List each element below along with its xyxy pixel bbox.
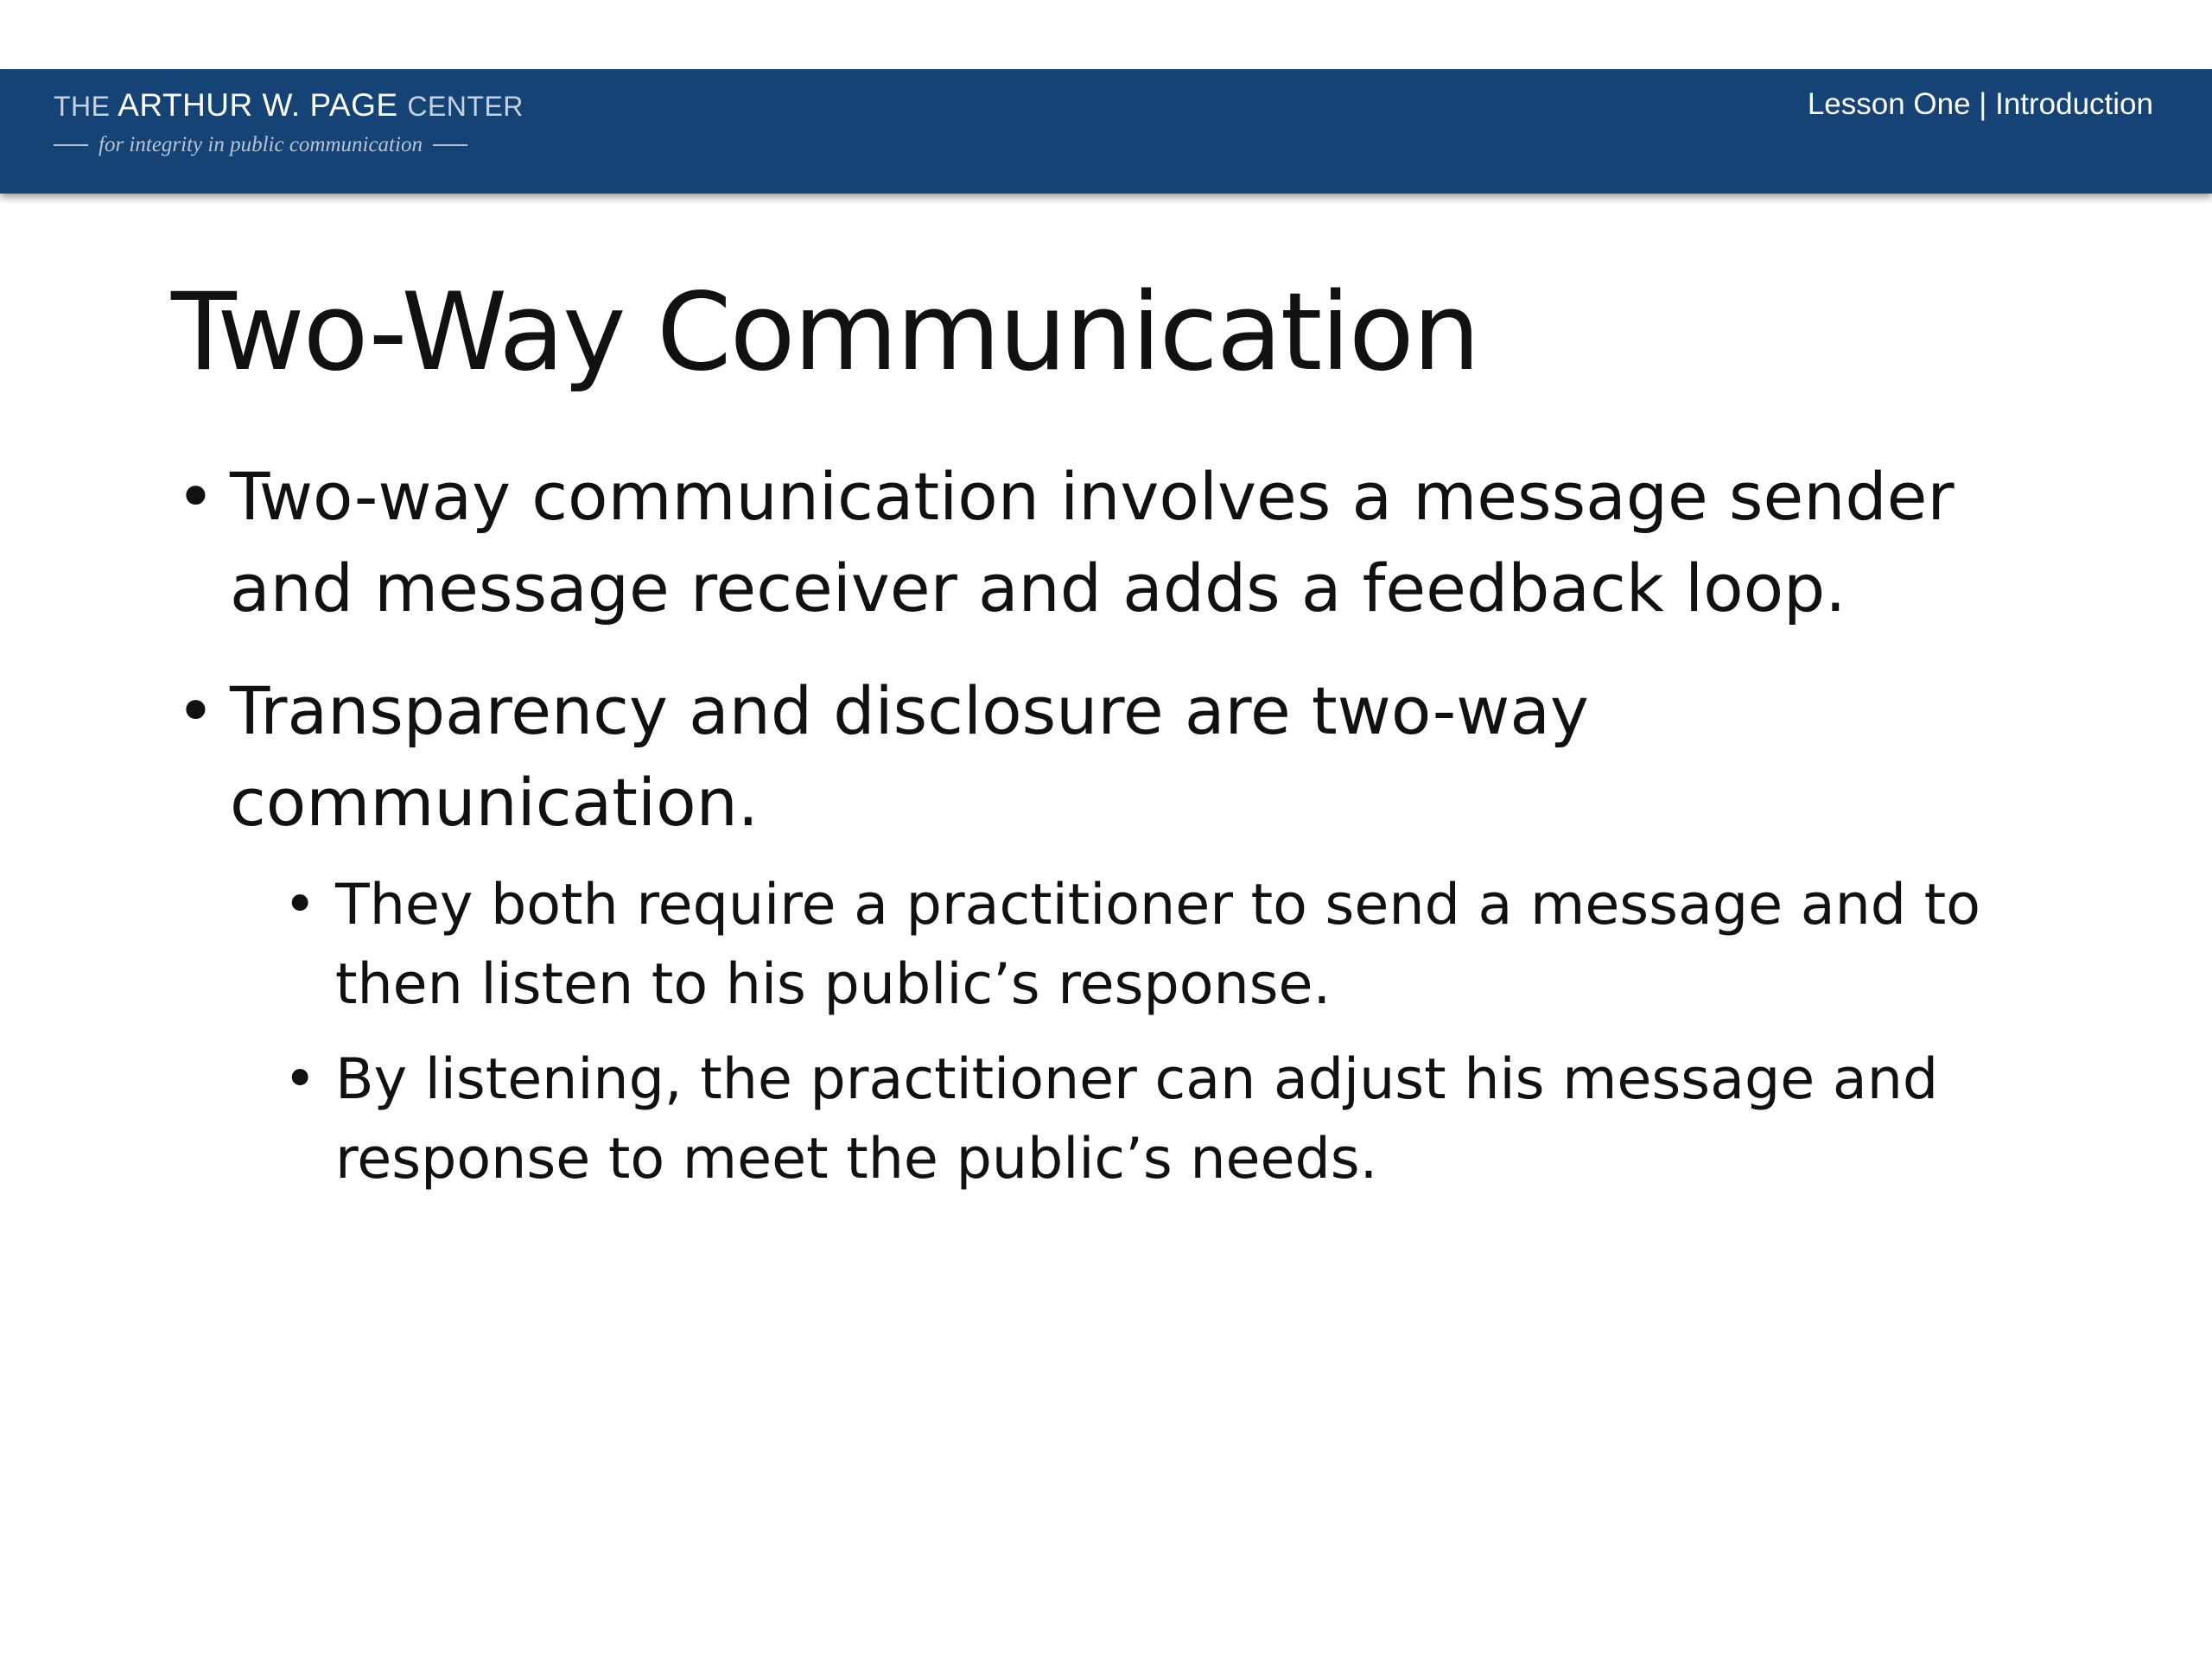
logo-the: THE (54, 91, 111, 122)
bullet-dot: • (176, 672, 215, 749)
bullet-dot: • (176, 458, 215, 535)
slide-title: Two-Way Communication (171, 270, 1479, 395)
logo-name: ARTHUR W. PAGE (118, 87, 398, 123)
bullet-text: Two-way communication involves a message sender and message receiver and adds a feedback loop. (230, 458, 1955, 626)
sub-bullet-dot: • (283, 873, 317, 938)
slide-content (171, 451, 2072, 1199)
sub-bullet-item (282, 866, 2072, 1025)
logo-rule-right (433, 144, 467, 146)
page-center-logo (54, 86, 589, 160)
sub-bullet-text: They both require a practitioner to send a message and to then listen to his public’s response. (335, 873, 1980, 1017)
bullet-text: Transparency and disclosure are two-way communication. (230, 672, 1589, 841)
bullet-item (171, 451, 2072, 634)
logo-wordmark (54, 86, 589, 125)
logo-tagline: for integrity in public communication (99, 133, 423, 156)
bullet-item (171, 665, 2072, 849)
sub-bullet-dot: • (283, 1047, 317, 1112)
logo-rule-left (54, 144, 88, 146)
top-margin (0, 0, 2212, 69)
lesson-label: Lesson One | Introduction (1807, 87, 2153, 121)
logo-tagline-row (54, 130, 589, 160)
sub-bullet-text: By listening, the practitioner can adjust his message and response to meet the public’s needs. (335, 1047, 1939, 1192)
header-bar (0, 69, 2212, 194)
sub-bullet-item (282, 1040, 2072, 1199)
logo-center: CENTER (407, 91, 524, 122)
